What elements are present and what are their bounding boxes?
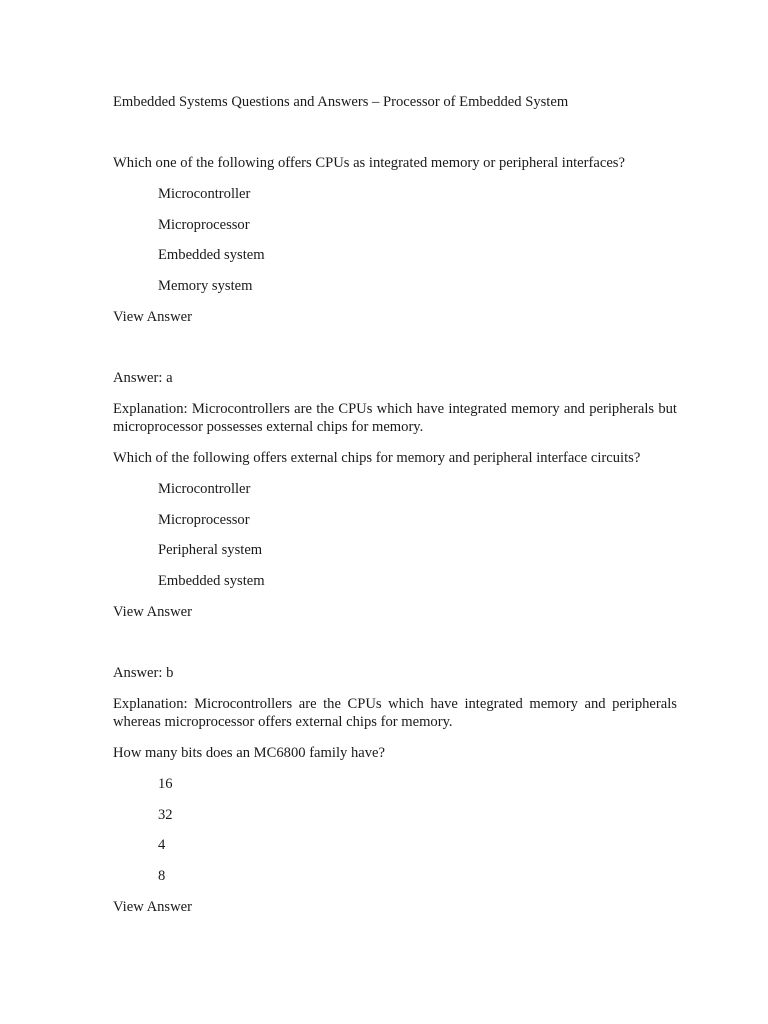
question-3-view-answer-link[interactable]: View Answer (113, 899, 192, 915)
question-2-view-answer-link[interactable]: View Answer (113, 604, 192, 620)
question-3-option-a: 16 (158, 776, 173, 792)
question-1-explanation: Explanation: Microcontrollers are the CPUs which have integrated memory and peripherals but microprocessor possesses external chips for memory. (113, 401, 677, 435)
question-3-text: How many bits does an MC6800 family have? (113, 745, 385, 761)
question-1-option-a: Microcontroller (158, 186, 251, 202)
question-2-option-b: Microprocessor (158, 512, 250, 528)
question-2-explanation: Explanation: Microcontrollers are the CPUs which have integrated memory and peripherals whereas microprocessor offers external chips for memory. (113, 696, 677, 730)
question-3-option-d: 8 (158, 868, 166, 884)
question-2-text: Which of the following offers external chips for memory and peripheral interface circuits? (113, 450, 641, 466)
question-1-view-answer-link[interactable]: View Answer (113, 309, 192, 325)
question-1-answer: Answer: a (113, 370, 173, 386)
document-title: Embedded Systems Questions and Answers – Processor of Embedded System (113, 94, 569, 110)
question-2-option-a: Microcontroller (158, 481, 251, 497)
question-3-option-c: 4 (158, 837, 166, 853)
question-1-text: Which one of the following offers CPUs as integrated memory or peripheral interfaces? (113, 155, 625, 171)
question-2-option-d: Embedded system (158, 573, 265, 589)
question-1-option-d: Memory system (158, 278, 253, 294)
question-1-option-c: Embedded system (158, 247, 265, 263)
question-3-option-b: 32 (158, 807, 173, 823)
question-1-option-b: Microprocessor (158, 217, 250, 233)
question-2-option-c: Peripheral system (158, 542, 263, 558)
question-2-answer: Answer: b (113, 665, 174, 681)
